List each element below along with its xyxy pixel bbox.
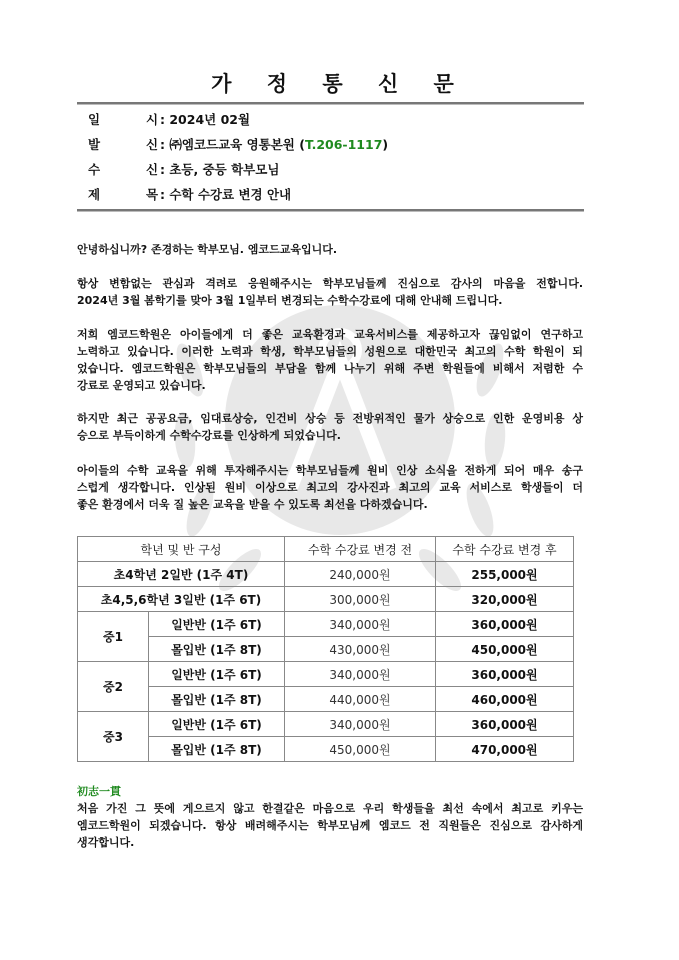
fee-after: 255,000원 bbox=[436, 562, 574, 587]
table-row bbox=[78, 562, 574, 587]
paragraph bbox=[77, 326, 583, 394]
fee-before: 300,000원 bbox=[285, 587, 436, 612]
fee-before: 430,000원 bbox=[285, 637, 436, 662]
top-divider bbox=[77, 102, 584, 105]
class-label: 몰입반 (1주 8T) bbox=[149, 737, 285, 762]
info-value-text: 수학 수강료 변경 안내 bbox=[169, 187, 292, 202]
column-header: 수학 수강료 변경 전 bbox=[285, 537, 436, 562]
info-key: 수 bbox=[88, 162, 101, 177]
class-label: 초4,5,6학년 3일반 (1주 6T) bbox=[78, 587, 285, 612]
closing-text bbox=[77, 800, 583, 851]
text-line: 아이들의 수학 교육을 위해 투자해주시는 학부모님들께 원비 인상 소식을 전하게 되어 매우 송구 bbox=[77, 464, 583, 477]
info-value: : ㈜엠코드교육 영통본원 (T.206-1117) bbox=[160, 137, 389, 152]
info-value-text: 초등, 중등 학부모님 bbox=[169, 162, 280, 177]
table-row bbox=[78, 662, 574, 687]
info-value: : 2024년 02월 bbox=[160, 112, 251, 127]
paragraph bbox=[77, 410, 583, 444]
fee-before: 340,000원 bbox=[285, 612, 436, 637]
text-line: 스럽게 생각합니다. 인상된 원비 이상으로 최고의 강사진과 최고의 교육 서비스로 학생들이 더 bbox=[77, 481, 583, 494]
table-row bbox=[78, 587, 574, 612]
info-key: 제 bbox=[88, 187, 101, 202]
text-line: 2024년 3월 봄학기를 맞아 3월 1일부터 변경되는 수학수강료에 대해 안내해 드립니다. bbox=[77, 294, 503, 307]
text-line: 강료로 운영되고 있습니다. bbox=[77, 379, 206, 392]
table-row bbox=[78, 712, 574, 737]
grade-label: 중2 bbox=[78, 662, 149, 712]
text-line: 노력하고 있습니다. 이러한 노력과 학생, 학부모님들의 성원으로 대한민국 최고의 수학 학원이 되 bbox=[77, 345, 583, 358]
fee-before: 340,000원 bbox=[285, 662, 436, 687]
fee-before: 240,000원 bbox=[285, 562, 436, 587]
fee-after: 460,000원 bbox=[436, 687, 574, 712]
fee-after: 360,000원 bbox=[436, 712, 574, 737]
text-line: 안녕하십니까? 존경하는 학부모님. 엠코드교육입니다. bbox=[77, 243, 337, 256]
motto: 初志一貫 bbox=[77, 785, 121, 798]
document-title: 가 정 통 신 문 bbox=[211, 72, 468, 96]
text-line: 항상 변함없는 관심과 격려로 응원해주시는 학부모님들께 진심으로 감사의 마음을 전합니다. bbox=[77, 277, 583, 290]
info-value-text: ㈜엠코드교육 영통본원 ( bbox=[169, 137, 305, 152]
text-line: 좋은 환경에서 더욱 질 높은 교육을 받을 수 있도록 최선을 다하겠습니다. bbox=[77, 498, 428, 511]
fee-before: 450,000원 bbox=[285, 737, 436, 762]
text-line: 엠코드학원이 되겠습니다. 항상 배려해주시는 학부모님께 엠코드 전 직원들은 진심으로 감사하게 bbox=[77, 819, 583, 832]
paragraph bbox=[77, 462, 583, 513]
fee-after: 360,000원 bbox=[436, 662, 574, 687]
fee-table bbox=[77, 536, 574, 762]
text-line: 승으로 부득이하게 수학수강료를 인상하게 되었습니다. bbox=[77, 429, 341, 442]
grade-label: 중3 bbox=[78, 712, 149, 762]
info-value-text: 2024년 02월 bbox=[169, 112, 251, 127]
info-value: : 초등, 중등 학부모님 bbox=[160, 162, 280, 177]
info-key: 발 bbox=[88, 137, 101, 152]
phone-number: T.206-1117 bbox=[304, 137, 383, 152]
info-value-end: ) bbox=[382, 137, 389, 152]
fee-after: 450,000원 bbox=[436, 637, 574, 662]
text-line: 처음 가진 그 뜻에 게으르지 않고 한결같은 마음으로 우리 학생들을 최선 속에서 최고로 키우는 bbox=[77, 802, 583, 815]
info-key2: 목 bbox=[146, 187, 159, 202]
info-row bbox=[88, 110, 388, 135]
class-label: 몰입반 (1주 8T) bbox=[149, 687, 285, 712]
table-row bbox=[78, 637, 574, 662]
info-value: : 수학 수강료 변경 안내 bbox=[160, 187, 292, 202]
fee-before: 440,000원 bbox=[285, 687, 436, 712]
bottom-divider bbox=[77, 209, 584, 212]
info-key2: 신 bbox=[146, 162, 159, 177]
info-key2: 시 bbox=[146, 112, 159, 127]
paragraph bbox=[77, 275, 583, 309]
text-line: 하지만 최근 공공요금, 임대료상승, 인건비 상승 등 전방위적인 물가 상승으로 인한 운영비용 상 bbox=[77, 412, 583, 425]
fee-before: 340,000원 bbox=[285, 712, 436, 737]
text-line: 저희 엠코드학원은 아이들에게 더 좋은 교육환경과 교육서비스를 제공하고자 끊임없이 연구하고 bbox=[77, 328, 583, 341]
table-row bbox=[78, 687, 574, 712]
class-label: 일반반 (1주 6T) bbox=[149, 612, 285, 637]
fee-after: 470,000원 bbox=[436, 737, 574, 762]
class-label: 초4학년 2일반 (1주 4T) bbox=[78, 562, 285, 587]
grade-label: 중1 bbox=[78, 612, 149, 662]
table-row bbox=[78, 612, 574, 637]
info-row bbox=[88, 160, 388, 185]
info-key2: 신 bbox=[146, 137, 159, 152]
fee-after: 320,000원 bbox=[436, 587, 574, 612]
class-label: 몰입반 (1주 8T) bbox=[149, 637, 285, 662]
info-row bbox=[88, 135, 388, 160]
fee-after: 360,000원 bbox=[436, 612, 574, 637]
table-row bbox=[78, 737, 574, 762]
info-row bbox=[88, 185, 388, 210]
table-header-row bbox=[78, 537, 574, 562]
info-key: 일 bbox=[88, 112, 101, 127]
column-header: 학년 및 반 구성 bbox=[78, 537, 285, 562]
paragraph bbox=[77, 241, 583, 258]
class-label: 일반반 (1주 6T) bbox=[149, 662, 285, 687]
text-line: 었습니다. 엠코드학원은 학부모님들의 부담을 함께 나누기 위해 주변 학원들에 비해서 저렴한 수 bbox=[77, 362, 583, 375]
text-line: 생각합니다. bbox=[77, 836, 135, 849]
class-label: 일반반 (1주 6T) bbox=[149, 712, 285, 737]
column-header: 수학 수강료 변경 후 bbox=[436, 537, 574, 562]
info-block bbox=[88, 110, 388, 210]
